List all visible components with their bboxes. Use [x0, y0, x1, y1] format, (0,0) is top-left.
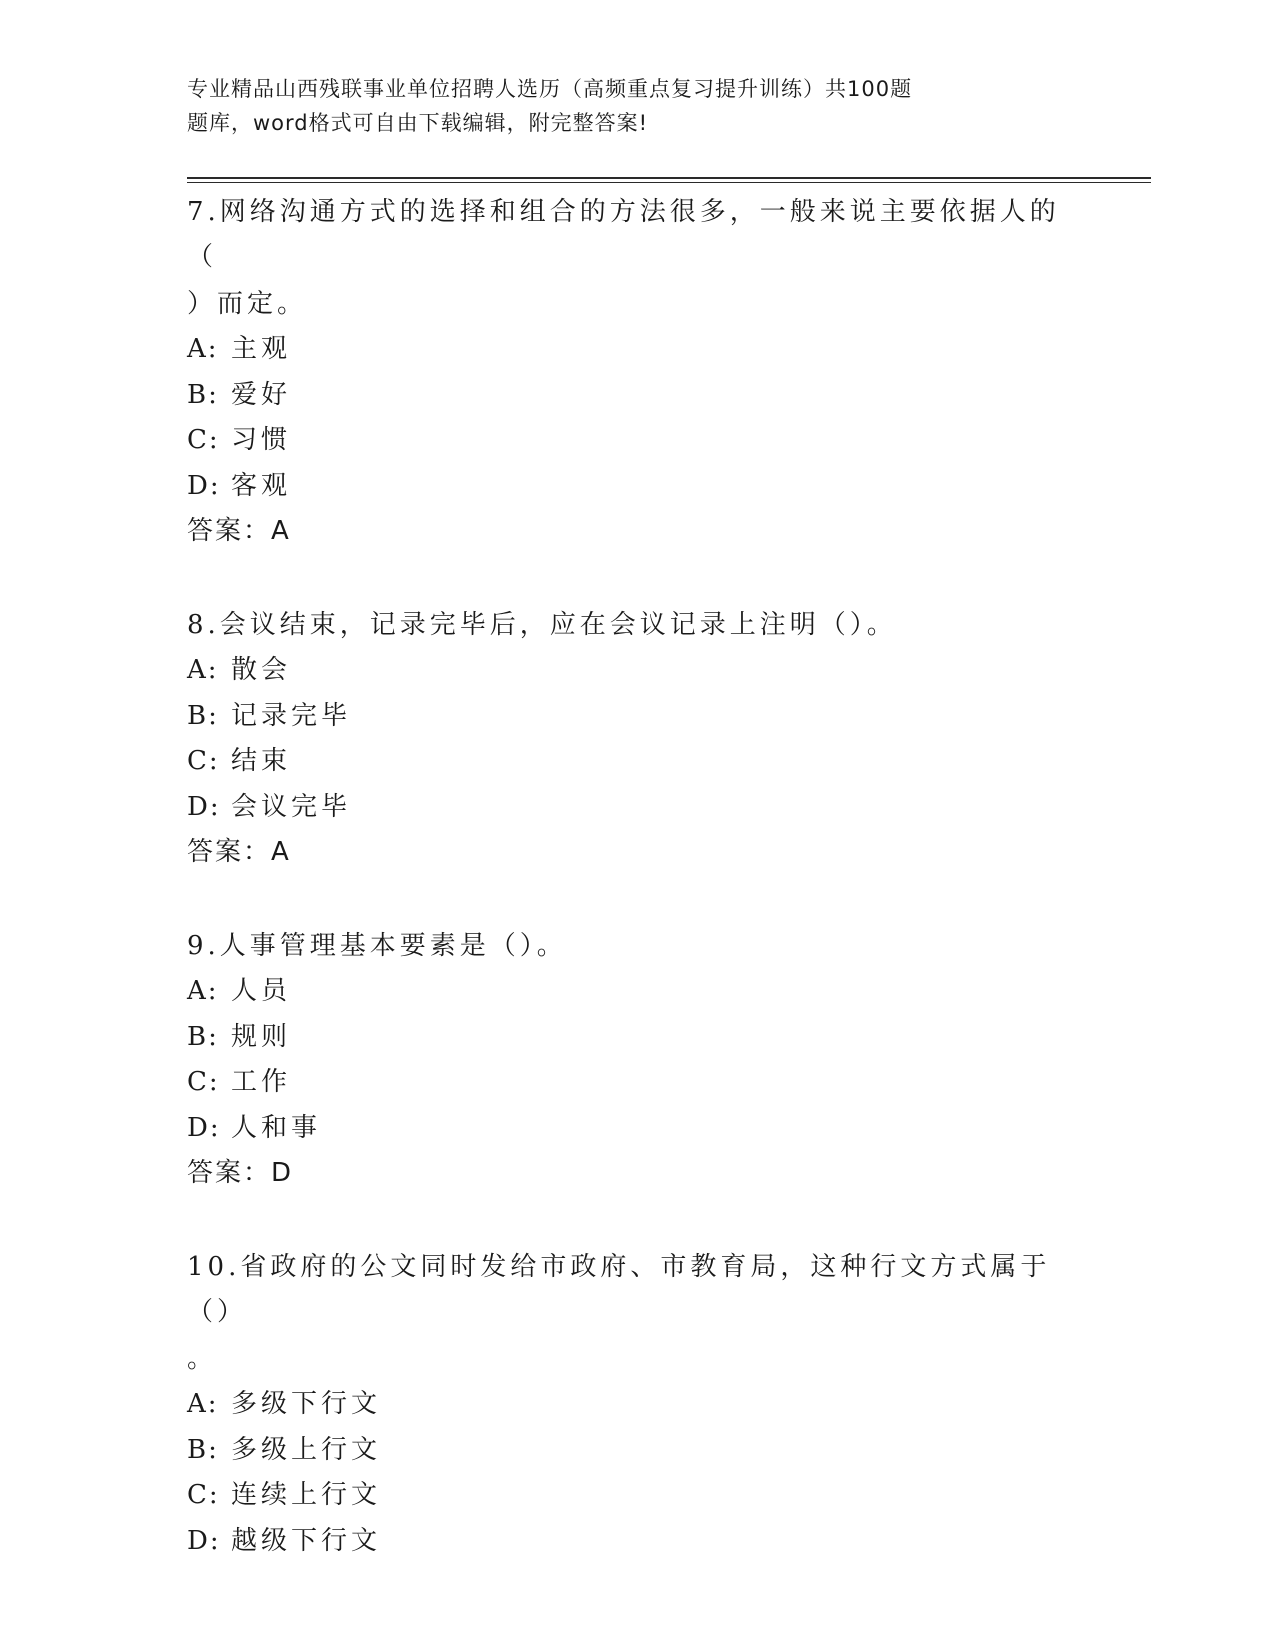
option-letter: B: [187, 700, 219, 731]
answer-label: 答案：A [187, 516, 291, 546]
option-letter: C: [187, 746, 220, 776]
option-letter: D: [187, 1112, 221, 1143]
option-letter: D: [187, 791, 221, 822]
answer-label: 答案：A [187, 837, 291, 867]
question-spacer [187, 1196, 1077, 1243]
option-text: 散会 [231, 655, 292, 685]
document-header [187, 72, 1027, 140]
option-c [187, 418, 1077, 464]
option-text: 人和事 [231, 1112, 322, 1143]
question-8 [187, 603, 1077, 875]
option-text: 规则 [231, 1021, 292, 1052]
question-spacer [187, 875, 1077, 922]
question-stem: 10.省政府的公文同时发给市政府、市教育局，这种行文方式属于（） [187, 1252, 1051, 1327]
question-stem: 7.网络沟通方式的选择和组合的方法很多，一般来说主要依据人的（ [187, 197, 1060, 272]
option-letter: A: [187, 976, 219, 1006]
question-stem: 8.会议结束，记录完毕后，应在会议记录上注明（）。 [187, 610, 897, 640]
option-letter: A: [187, 334, 219, 364]
option-a [187, 1382, 1077, 1428]
option-letter: D: [187, 470, 221, 501]
option-text: 爱好 [231, 379, 292, 410]
option-text: 人员 [231, 976, 292, 1006]
option-letter: A: [187, 655, 219, 685]
option-letter: D: [187, 1525, 221, 1556]
option-text: 习惯 [231, 425, 292, 455]
option-text: 客观 [231, 470, 292, 501]
option-letter: C: [187, 1067, 220, 1097]
question-10 [187, 1245, 1077, 1564]
option-text: 多级下行文 [231, 1389, 382, 1419]
option-c [187, 739, 1077, 785]
option-letter: B: [187, 379, 219, 410]
question-9 [187, 924, 1077, 1196]
question-7 [187, 190, 1077, 554]
option-a [187, 969, 1077, 1015]
option-text: 工作 [231, 1067, 292, 1097]
option-text: 会议完毕 [231, 791, 352, 822]
option-d [187, 464, 1077, 510]
option-letter: B: [187, 1434, 219, 1465]
header-line-2: 题库，word格式可自由下载编辑，附完整答案! [187, 111, 649, 135]
option-text: 主观 [231, 334, 292, 364]
header-line-1: 专业精品山西残联事业单位招聘人选历（高频重点复习提升训练）共100题 [187, 77, 913, 101]
option-letter: C: [187, 425, 220, 455]
option-c [187, 1473, 1077, 1519]
header-divider-thick [187, 177, 1151, 179]
question-stem: 9.人事管理基本要素是（）。 [187, 931, 567, 961]
option-d [187, 1106, 1077, 1152]
option-a [187, 327, 1077, 373]
option-text: 结束 [231, 746, 292, 776]
option-text: 越级下行文 [231, 1525, 382, 1556]
header-divider-thin [187, 182, 1151, 183]
option-b [187, 1015, 1077, 1061]
question-stem-continued: 。 [187, 1344, 218, 1374]
option-letter: A: [187, 1389, 219, 1419]
option-letter: C: [187, 1480, 220, 1510]
answer-label: 答案：D [187, 1158, 294, 1188]
option-b [187, 694, 1077, 740]
option-text: 记录完毕 [231, 700, 352, 731]
option-d [187, 785, 1077, 831]
option-c [187, 1060, 1077, 1106]
option-text: 多级上行文 [231, 1434, 382, 1465]
option-a [187, 648, 1077, 694]
question-list [187, 188, 1077, 1564]
option-d [187, 1519, 1077, 1565]
question-stem-continued: ）而定。 [187, 289, 308, 319]
option-letter: B: [187, 1021, 219, 1052]
question-spacer [187, 554, 1077, 601]
option-b [187, 1428, 1077, 1474]
option-text: 连续上行文 [231, 1480, 382, 1510]
option-b [187, 373, 1077, 419]
